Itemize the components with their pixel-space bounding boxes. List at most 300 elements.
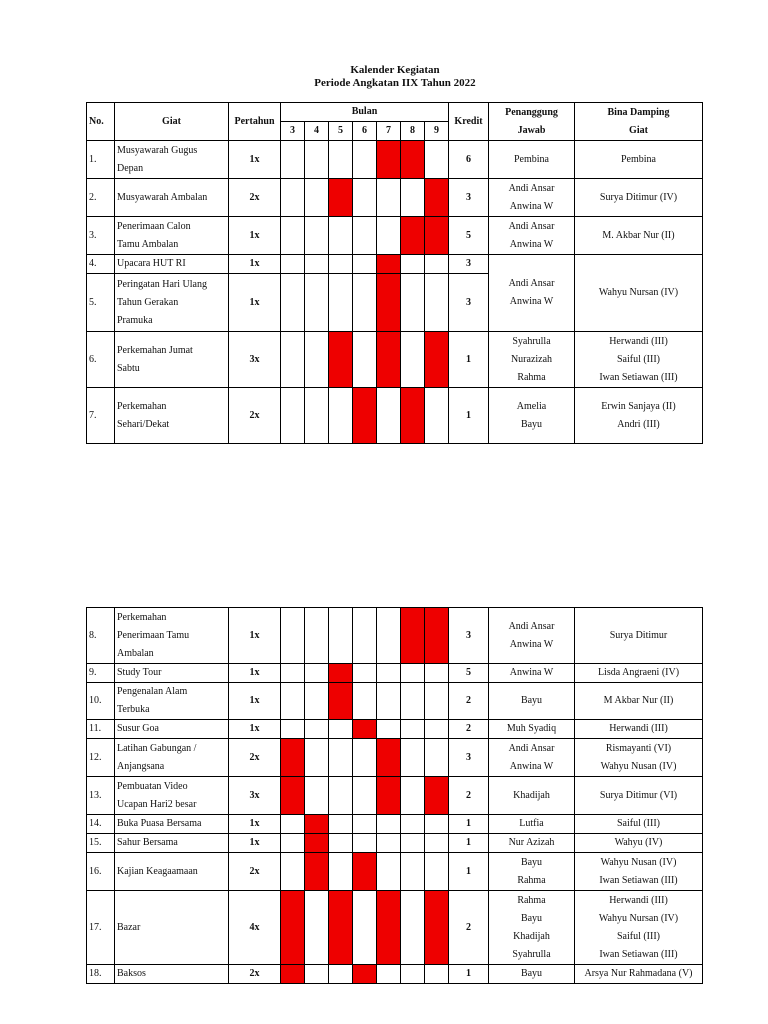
person-in-charge-line: Syahrulla: [512, 948, 551, 960]
header-kredit: Kredit: [449, 103, 489, 141]
month-cell: [401, 179, 425, 217]
supervisor-line: Wahyu Nusan (IV): [600, 760, 677, 772]
month-cell: [305, 255, 329, 274]
person-in-charge: [489, 739, 575, 777]
person-in-charge-line: Syahrulla: [512, 335, 551, 347]
activity-name-line: Depan: [117, 162, 144, 174]
month-cell: [329, 815, 353, 834]
month-cell: [401, 255, 425, 274]
activity-name: [115, 664, 229, 683]
person-in-charge: [489, 388, 575, 444]
month-cell: [377, 683, 401, 720]
supervisor: [575, 683, 703, 720]
table-row: [87, 332, 703, 388]
supervisor: [575, 179, 703, 217]
row-number: 16.: [87, 853, 115, 891]
credit: 5: [449, 217, 489, 255]
month-cell: [353, 217, 377, 255]
table-row: [87, 141, 703, 179]
supervisor-line: Saiful (III): [616, 818, 661, 829]
frequency: 1x: [229, 274, 281, 332]
header-penanggung-jawab: [489, 103, 575, 141]
month-cell: [281, 664, 305, 683]
credit: 1: [449, 834, 489, 853]
month-cell: [401, 815, 425, 834]
supervisor-line: Erwin Sanjaya (II): [601, 400, 676, 412]
supervisor-line: Wahyu (IV): [614, 837, 663, 848]
activity-name: [115, 217, 229, 255]
month-cell-marked: [377, 141, 401, 179]
month-cell: [329, 608, 353, 664]
person-in-charge-line: Andi Ansar: [508, 742, 555, 754]
month-cell: [353, 683, 377, 720]
month-cell: [425, 141, 449, 179]
month-cell: [353, 834, 377, 853]
month-cell-marked: [401, 217, 425, 255]
person-in-charge-line: Rahma: [517, 874, 546, 886]
month-cell-marked: [425, 891, 449, 965]
supervisor-line: Wahyu Nusan (IV): [600, 856, 677, 868]
month-cell: [353, 891, 377, 965]
person-in-charge-line: Bayu: [520, 418, 543, 430]
month-cell-marked: [329, 179, 353, 217]
month-cell-marked: [401, 608, 425, 664]
month-cell: [305, 608, 329, 664]
credit: 3: [449, 274, 489, 332]
month-cell: [281, 683, 305, 720]
month-cell: [401, 274, 425, 332]
table-row: [87, 255, 703, 274]
credit: 3: [449, 739, 489, 777]
document-title: Kalender Kegiatan: [350, 64, 440, 76]
person-in-charge-line: Anwina W: [509, 667, 554, 678]
table-row: [87, 664, 703, 683]
month-cell: [305, 739, 329, 777]
table-row: [87, 853, 703, 891]
supervisor-line: Wahyu Nursan (IV): [598, 287, 679, 298]
activity-name-line: Study Tour: [117, 667, 162, 678]
supervisor-line: Iwan Setiawan (III): [599, 948, 678, 960]
month-cell-marked: [377, 255, 401, 274]
supervisor-line: Pembina: [621, 153, 656, 165]
month-cell: [353, 608, 377, 664]
supervisor-line: Surya Ditimur (IV): [599, 191, 678, 203]
supervisor-line: Herwandi (III): [609, 894, 668, 906]
person-in-charge: [489, 141, 575, 179]
person-in-charge: [489, 608, 575, 664]
credit: 1: [449, 332, 489, 388]
table-row: [87, 217, 703, 255]
supervisor: [575, 815, 703, 834]
credit: 6: [449, 141, 489, 179]
supervisor-line: Lisda Angraeni (IV): [597, 667, 680, 678]
activity-name: [115, 683, 229, 720]
person-in-charge: [489, 664, 575, 683]
row-number: 4.: [87, 255, 115, 274]
activity-name-line: Upacara HUT RI: [117, 258, 186, 269]
activity-name-line: Pramuka: [117, 314, 153, 326]
month-cell: [281, 179, 305, 217]
row-number: 11.: [87, 720, 115, 739]
header-pj-line: Jawab: [517, 124, 546, 136]
person-in-charge-line: Andi Ansar: [508, 220, 555, 232]
month-cell: [377, 608, 401, 664]
header-month: 7: [377, 122, 401, 141]
month-cell: [305, 965, 329, 984]
activity-name-line: Susur Goa: [117, 723, 159, 734]
person-in-charge-line: Andi Ansar: [508, 620, 555, 632]
credit: 5: [449, 664, 489, 683]
month-cell: [377, 217, 401, 255]
activity-name: [115, 965, 229, 984]
activity-name-line: Penerimaan Tamu: [117, 629, 190, 641]
month-cell: [425, 388, 449, 444]
supervisor: [575, 739, 703, 777]
month-cell-marked: [329, 332, 353, 388]
row-number: 3.: [87, 217, 115, 255]
person-in-charge: [489, 683, 575, 720]
month-cell: [377, 664, 401, 683]
row-number: 5.: [87, 274, 115, 332]
person-in-charge-line: Bayu: [520, 695, 543, 706]
month-cell: [329, 217, 353, 255]
supervisor: [575, 777, 703, 815]
activity-name-line: Kajian Keagaamaan: [117, 865, 198, 877]
month-cell-marked: [353, 965, 377, 984]
month-cell: [281, 834, 305, 853]
supervisor-line: Andri (III): [617, 418, 660, 430]
person-in-charge-line: Muh Syadiq: [506, 723, 557, 734]
month-cell: [305, 664, 329, 683]
frequency: 4x: [229, 891, 281, 965]
supervisor-line: Saiful (III): [616, 353, 661, 365]
supervisor: [575, 891, 703, 965]
row-number: 8.: [87, 608, 115, 664]
month-cell: [281, 274, 305, 332]
table-row: [87, 683, 703, 720]
person-in-charge-line: Rahma: [517, 371, 546, 383]
activity-name: [115, 853, 229, 891]
row-number: 14.: [87, 815, 115, 834]
activity-table-1: [86, 102, 703, 444]
supervisor-line: Iwan Setiawan (III): [599, 371, 678, 383]
month-cell-marked: [305, 834, 329, 853]
month-cell: [401, 777, 425, 815]
month-cell: [353, 255, 377, 274]
month-cell-marked: [281, 739, 305, 777]
activity-name-line: Bazar: [117, 921, 141, 933]
month-cell: [329, 720, 353, 739]
month-cell: [305, 141, 329, 179]
header-no: No.: [87, 103, 115, 141]
month-cell-marked: [401, 388, 425, 444]
person-in-charge: [489, 834, 575, 853]
row-number: 1.: [87, 141, 115, 179]
supervisor-line: M Akbar Nur (II): [603, 695, 674, 706]
activity-name-line: Anjangsana: [117, 760, 165, 772]
frequency: 1x: [229, 720, 281, 739]
header-month: 5: [329, 122, 353, 141]
activity-name-line: Tamu Ambalan: [117, 238, 179, 250]
header-bina-line: Bina Damping: [607, 106, 670, 118]
activity-name-line: Sehari/Dekat: [117, 418, 170, 430]
supervisor-line: Iwan Setiawan (III): [599, 874, 678, 886]
month-cell: [329, 777, 353, 815]
person-in-charge-line: Nur Azizah: [508, 837, 555, 848]
month-cell: [329, 255, 353, 274]
person-in-charge: [489, 179, 575, 217]
credit: 1: [449, 388, 489, 444]
person-in-charge-line: Lutfia: [519, 818, 544, 829]
month-cell: [425, 720, 449, 739]
activity-name-line: Sahur Bersama: [117, 837, 178, 848]
month-cell: [377, 815, 401, 834]
month-cell-marked: [425, 179, 449, 217]
month-cell: [353, 332, 377, 388]
person-in-charge-line: Anwina W: [509, 238, 554, 250]
month-cell: [305, 332, 329, 388]
person-in-charge: [489, 777, 575, 815]
month-cell: [281, 388, 305, 444]
month-cell: [401, 332, 425, 388]
month-cell-marked: [377, 739, 401, 777]
table-row: [87, 965, 703, 984]
frequency: 2x: [229, 388, 281, 444]
month-cell-marked: [329, 683, 353, 720]
activity-table-2: [86, 607, 703, 984]
month-cell-marked: [377, 777, 401, 815]
credit: 2: [449, 891, 489, 965]
person-in-charge-line: Rahma: [517, 894, 546, 906]
person-in-charge: [489, 853, 575, 891]
month-cell: [377, 179, 401, 217]
supervisor: [575, 965, 703, 984]
frequency: 1x: [229, 141, 281, 179]
frequency: 2x: [229, 965, 281, 984]
activity-name: [115, 179, 229, 217]
supervisor: [575, 664, 703, 683]
supervisor: [575, 853, 703, 891]
month-cell: [305, 891, 329, 965]
frequency: 2x: [229, 853, 281, 891]
month-cell-marked: [353, 720, 377, 739]
frequency: 1x: [229, 834, 281, 853]
month-cell: [353, 739, 377, 777]
month-cell: [305, 720, 329, 739]
frequency: 1x: [229, 815, 281, 834]
supervisor-line: Herwandi (III): [609, 723, 668, 734]
month-cell: [281, 608, 305, 664]
month-cell: [425, 834, 449, 853]
activity-name-line: Ambalan: [117, 647, 154, 659]
frequency: 1x: [229, 255, 281, 274]
month-cell: [305, 777, 329, 815]
activity-name: [115, 777, 229, 815]
activity-name-line: Ucapan Hari2 besar: [117, 798, 197, 810]
month-cell: [425, 815, 449, 834]
month-cell: [377, 853, 401, 891]
document-subtitle: Periode Angkatan IIX Tahun 2022: [314, 77, 476, 89]
row-number: 17.: [87, 891, 115, 965]
month-cell-marked: [329, 664, 353, 683]
row-number: 12.: [87, 739, 115, 777]
credit: 3: [449, 179, 489, 217]
activity-name-line: Baksos: [117, 968, 146, 979]
month-cell: [401, 683, 425, 720]
month-cell: [305, 217, 329, 255]
person-in-charge-line: Khadijah: [513, 789, 550, 801]
person-in-charge-line: Anwina W: [509, 296, 554, 307]
frequency: 1x: [229, 217, 281, 255]
month-cell: [425, 965, 449, 984]
month-cell: [305, 179, 329, 217]
month-cell-marked: [425, 217, 449, 255]
frequency: 2x: [229, 739, 281, 777]
month-cell-marked: [305, 853, 329, 891]
credit: 2: [449, 720, 489, 739]
month-cell: [425, 739, 449, 777]
activity-name: [115, 720, 229, 739]
month-cell: [281, 141, 305, 179]
month-cell: [281, 217, 305, 255]
month-cell: [353, 777, 377, 815]
month-cell: [425, 853, 449, 891]
credit: 3: [449, 255, 489, 274]
person-in-charge: [489, 891, 575, 965]
person-in-charge-line: Andi Ansar: [508, 182, 555, 194]
month-cell-marked: [353, 388, 377, 444]
supervisor-line: Wahyu Nursan (IV): [598, 912, 679, 924]
frequency: 3x: [229, 777, 281, 815]
month-cell: [353, 141, 377, 179]
supervisor-line: Saiful (III): [616, 930, 661, 942]
activity-name-line: Peringatan Hari Ulang: [117, 278, 207, 290]
month-cell-marked: [401, 141, 425, 179]
person-in-charge: [489, 255, 575, 332]
supervisor: [575, 608, 703, 664]
activity-name: [115, 739, 229, 777]
supervisor: [575, 332, 703, 388]
supervisor: [575, 388, 703, 444]
table-row: [87, 834, 703, 853]
activity-name-line: Pembuatan Video: [117, 780, 188, 792]
month-cell: [425, 683, 449, 720]
month-cell-marked: [425, 777, 449, 815]
month-cell: [377, 834, 401, 853]
month-cell: [329, 388, 353, 444]
table-row: [87, 891, 703, 965]
supervisor-line: Rismayanti (VI): [605, 742, 672, 754]
activity-name-line: Sabtu: [117, 362, 140, 374]
activity-name-line: Musyawarah Gugus: [117, 144, 198, 156]
person-in-charge-line: Nurazizah: [510, 353, 553, 365]
person-in-charge-line: Anwina W: [509, 760, 554, 772]
header-month: 4: [305, 122, 329, 141]
credit: 1: [449, 965, 489, 984]
activity-name: [115, 388, 229, 444]
month-cell: [329, 274, 353, 332]
month-cell: [353, 179, 377, 217]
month-cell-marked: [377, 332, 401, 388]
month-cell: [425, 255, 449, 274]
month-cell: [329, 834, 353, 853]
activity-name-line: Tahun Gerakan: [117, 296, 179, 308]
activity-name: [115, 255, 229, 274]
month-cell: [281, 720, 305, 739]
month-cell: [401, 664, 425, 683]
activity-name: [115, 332, 229, 388]
person-in-charge: [489, 720, 575, 739]
credit: 3: [449, 608, 489, 664]
header-month: 9: [425, 122, 449, 141]
activity-name-line: Latihan Gabungan /: [117, 742, 197, 754]
header-pj-line: Penanggung: [505, 106, 558, 118]
month-cell: [401, 853, 425, 891]
activity-name: [115, 608, 229, 664]
month-cell: [329, 739, 353, 777]
row-number: 15.: [87, 834, 115, 853]
frequency: 1x: [229, 608, 281, 664]
month-cell: [425, 664, 449, 683]
month-cell: [305, 274, 329, 332]
month-cell: [281, 853, 305, 891]
month-cell: [329, 965, 353, 984]
month-cell: [401, 720, 425, 739]
person-in-charge: [489, 217, 575, 255]
month-cell: [401, 834, 425, 853]
month-cell-marked: [281, 777, 305, 815]
table-row: [87, 815, 703, 834]
header-giat: Giat: [115, 103, 229, 141]
credit: 1: [449, 853, 489, 891]
month-cell: [305, 683, 329, 720]
activity-name-line: Musyawarah Ambalan: [117, 191, 208, 203]
month-cell-marked: [305, 815, 329, 834]
table-row: [87, 179, 703, 217]
month-cell: [377, 965, 401, 984]
supervisor-line: Herwandi (III): [609, 335, 668, 347]
person-in-charge-line: Bayu: [520, 968, 543, 979]
month-cell: [329, 141, 353, 179]
table-row: [87, 608, 703, 664]
person-in-charge-line: Bayu: [520, 856, 543, 868]
activity-name-line: Buka Puasa Bersama: [117, 818, 202, 829]
activity-name-line: Pengenalan Alam: [117, 686, 188, 697]
supervisor: [575, 834, 703, 853]
activity-name: [115, 815, 229, 834]
credit: 2: [449, 683, 489, 720]
activity-name: [115, 834, 229, 853]
month-cell: [329, 853, 353, 891]
person-in-charge-line: Amelia: [516, 400, 547, 412]
supervisor-line: Surya Ditimur (VI): [599, 789, 678, 801]
person-in-charge-line: Bayu: [520, 912, 543, 924]
month-cell: [377, 388, 401, 444]
activity-name-line: Terbuka: [117, 704, 150, 715]
month-cell: [281, 815, 305, 834]
supervisor-line: Surya Ditimur: [609, 629, 668, 641]
credit: 2: [449, 777, 489, 815]
month-cell-marked: [425, 608, 449, 664]
supervisor: [575, 255, 703, 332]
table-row: [87, 720, 703, 739]
activity-name: [115, 141, 229, 179]
table-row: [87, 739, 703, 777]
table-row: [87, 388, 703, 444]
month-cell: [281, 332, 305, 388]
supervisor: [575, 217, 703, 255]
row-number: 7.: [87, 388, 115, 444]
